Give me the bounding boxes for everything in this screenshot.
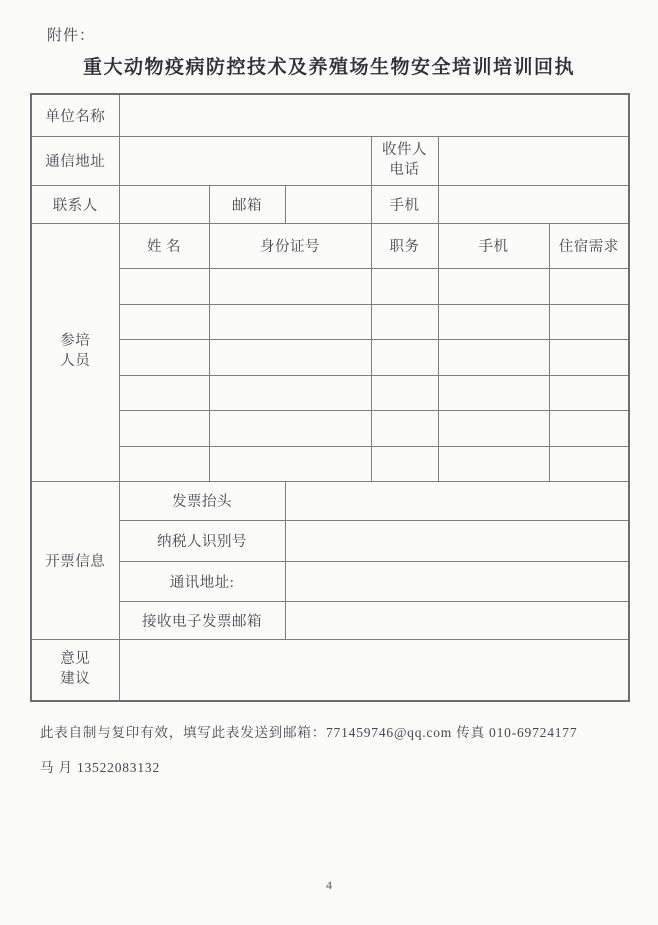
invoice-row	[31, 561, 629, 601]
participants-header-row	[31, 223, 629, 268]
attachment-label: 附件：	[47, 28, 96, 44]
participant-id-cell	[209, 375, 371, 410]
table-row	[31, 94, 629, 136]
participant-accommodation-cell	[549, 375, 629, 410]
participant-id-cell	[209, 410, 371, 446]
contact-person-label: 联系人	[31, 185, 119, 223]
participant-position-cell	[371, 304, 438, 339]
participant-name-cell	[119, 375, 209, 410]
comments-label-line2: 建议	[60, 670, 91, 687]
participant-position-cell	[371, 410, 438, 446]
participant-blank-row	[31, 410, 629, 446]
invoice-section-label: 开票信息	[31, 481, 119, 639]
participant-accommodation-cell	[549, 410, 629, 446]
unit-name-label: 单位名称	[31, 94, 119, 136]
table-row	[31, 185, 629, 223]
invoice-address-label: 通讯地址:	[119, 561, 285, 601]
participants-col-position: 职务	[371, 223, 438, 268]
recipient-phone-label-line2: 电话	[389, 161, 420, 178]
mobile-label: 手机	[371, 185, 438, 223]
invoice-row	[31, 520, 629, 561]
participant-name-cell	[119, 339, 209, 375]
participant-position-cell	[371, 268, 438, 304]
table-row	[31, 136, 629, 185]
unit-name-value-cell	[119, 94, 629, 136]
participant-id-cell	[209, 339, 371, 375]
participant-mobile-cell	[438, 304, 549, 339]
participant-mobile-cell	[438, 410, 549, 446]
page-title: 重大动物疫病防控技术及养殖场生物安全培训培训回执	[82, 57, 575, 78]
invoice-row	[31, 481, 629, 520]
recipient-phone-label-line1: 收件人	[382, 141, 427, 158]
participant-id-cell	[209, 446, 371, 481]
participant-name-cell	[119, 410, 209, 446]
email-label: 邮箱	[209, 185, 285, 223]
invoice-row	[31, 601, 629, 639]
einvoice-email-value-cell	[285, 601, 629, 639]
einvoice-email-label: 接收电子发票邮箱	[119, 601, 285, 639]
participant-id-cell	[209, 304, 371, 339]
comments-label-line1: 意见	[60, 651, 91, 668]
taxpayer-id-label: 纳税人识别号	[119, 520, 285, 561]
participant-blank-row	[31, 304, 629, 339]
mobile-value-cell	[438, 185, 629, 223]
participants-label-line1: 参培	[60, 333, 91, 350]
comments-value-cell	[119, 639, 629, 701]
footer-contact: 马 月 13522083132	[40, 760, 160, 775]
taxpayer-id-value-cell	[285, 520, 629, 561]
recipient-phone-value-cell	[438, 136, 629, 185]
invoice-title-value-cell	[285, 481, 629, 520]
mailing-address-value-cell	[119, 136, 371, 185]
page-number: 4	[326, 878, 332, 892]
participants-label-line2: 人员	[60, 353, 91, 369]
mailing-address-label: 通信地址	[31, 136, 119, 185]
comments-row	[31, 639, 629, 701]
participant-accommodation-cell	[549, 304, 629, 339]
participant-mobile-cell	[438, 339, 549, 375]
participant-position-cell	[371, 339, 438, 375]
participants-col-accommodation: 住宿需求	[549, 223, 629, 268]
participants-col-name: 姓 名	[119, 223, 209, 268]
recipient-phone-label	[371, 136, 438, 185]
training-receipt-table	[30, 93, 630, 702]
participant-name-cell	[119, 304, 209, 339]
participants-section-label	[31, 223, 119, 481]
email-value-cell	[285, 185, 371, 223]
participant-id-cell	[209, 268, 371, 304]
participant-mobile-cell	[438, 375, 549, 410]
participant-name-cell	[119, 446, 209, 481]
footer-note: 此表自制与复印有效，填写此表发送到邮箱：771459746@qq.com 传真 010-69724177	[40, 725, 578, 740]
participant-blank-row	[31, 446, 629, 481]
participant-position-cell	[371, 446, 438, 481]
participant-blank-row	[31, 339, 629, 375]
invoice-address-value-cell	[285, 561, 629, 601]
comments-label	[31, 639, 119, 701]
invoice-title-label: 发票抬头	[119, 481, 285, 520]
participant-name-cell	[119, 268, 209, 304]
participant-blank-row	[31, 375, 629, 410]
contact-person-value-cell	[119, 185, 209, 223]
participant-mobile-cell	[438, 446, 549, 481]
participant-position-cell	[371, 375, 438, 410]
participant-accommodation-cell	[549, 446, 629, 481]
participant-accommodation-cell	[549, 268, 629, 304]
participants-col-id-number: 身份证号	[209, 223, 371, 268]
participant-blank-row	[31, 268, 629, 304]
participant-accommodation-cell	[549, 339, 629, 375]
participant-mobile-cell	[438, 268, 549, 304]
participants-col-mobile: 手机	[438, 223, 549, 268]
